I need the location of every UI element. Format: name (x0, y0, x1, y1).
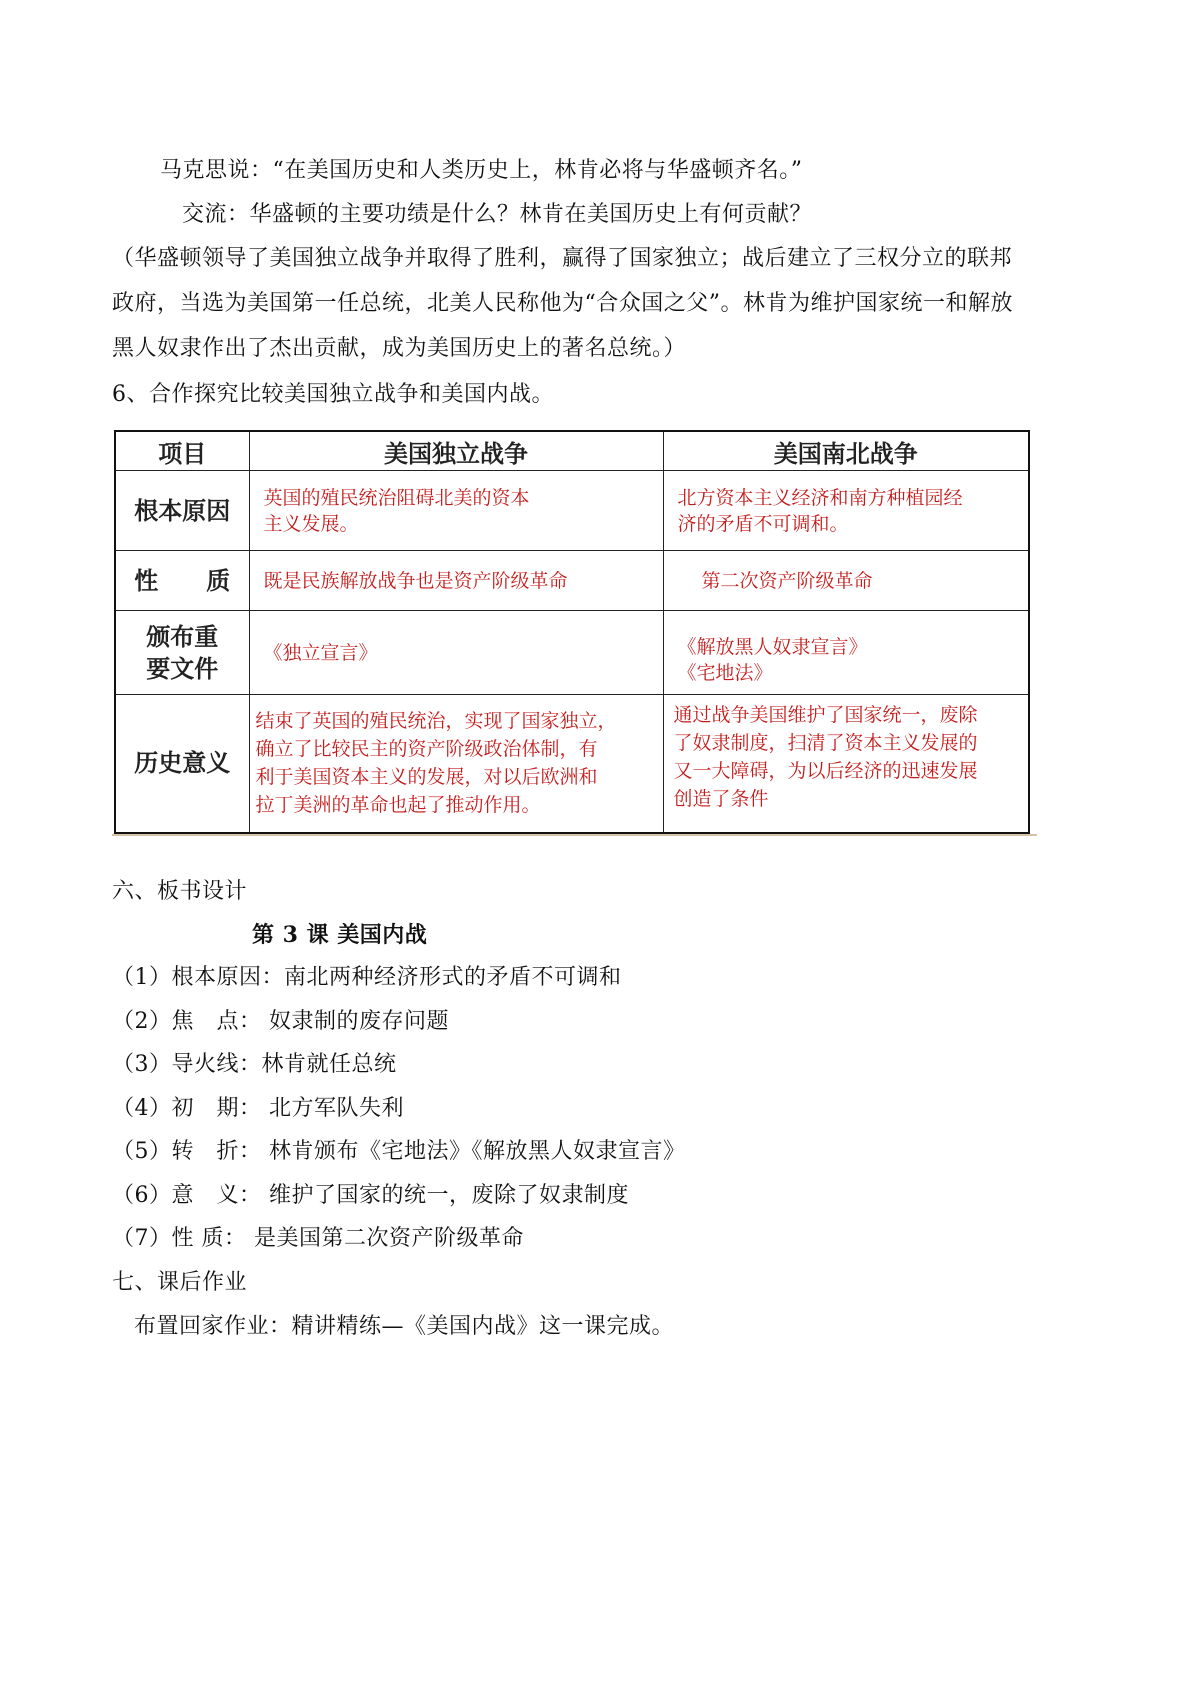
header-civil-war: 美国南北战争 (663, 431, 1029, 471)
header-item: 项目 (115, 431, 249, 471)
table-cell: 结束了英国的殖民统治，实现了国家独立， 确立了比较民主的资产阶级政治体制，有 利于美国资本主义的发展，对以后欧洲和 拉丁美洲的革命也起了推动作用。 (255, 710, 617, 817)
table-cell: 北方资本主义经济和南方种植园经 济的矛盾不可调和。 (677, 486, 963, 535)
lesson-title: 第 3 课 美国内战 (252, 922, 428, 948)
discussion-answer-line: （华盛顿领导了美国独立战争并取得了胜利，赢得了国家独立；战后建立了三权分立的联邦 (112, 246, 1013, 271)
table-cell: 第二次资产阶级革命 (701, 569, 873, 592)
table-cell: 通过战争美国维护了国家统一，废除 了奴隶制度，扫清了资本主义发展的 又一大障碍，为以后经济的迅速发展 创造了条件 (673, 704, 978, 811)
discussion-answer-line: 黑人奴隶作出了杰出贡献，成为美国历史上的著名总统。） (112, 336, 687, 361)
board-item: （5）转 折： 林肯颁布《宅地法》《解放黑人奴隶宣言》 (112, 1139, 686, 1164)
header-independence-war: 美国独立战争 (249, 431, 663, 471)
discussion-answer-line: 政府，当选为美国第一任总统，北美人民称他为“合众国之父”。林肯为维护国家统一和解放 (112, 291, 1013, 316)
row-label-documents: 颁布重 要文件 (115, 611, 249, 695)
table-cell: 《解放黑人奴隶宣言》 《宅地法》 (677, 635, 868, 684)
table-row (115, 695, 1029, 833)
board-item: （7）性 质： 是美国第二次资产阶级革命 (112, 1226, 524, 1251)
board-item: （6）意 义： 维护了国家的统一，废除了奴隶制度 (112, 1183, 629, 1208)
table-row (115, 611, 1029, 695)
table-row (115, 551, 1029, 611)
board-item: （1）根本原因：南北两种经济形式的矛盾不可调和 (112, 965, 622, 990)
discussion-question: 交流：华盛顿的主要功绩是什么？林肯在美国历史上有何贡献？ (182, 202, 813, 227)
table-cell: 既是民族解放战争也是资产阶级革命 (263, 569, 568, 592)
table-bottom-rule (112, 834, 1037, 836)
comparison-table (114, 430, 1030, 834)
table-cell: 英国的殖民统治阻碍北美的资本 主义发展。 (263, 486, 530, 535)
marx-quote: 马克思说：“在美国历史和人类历史上，林肯必将与华盛顿齐名。” (160, 158, 803, 183)
homework-text: 布置回家作业：精讲精练—《美国内战》这一课完成。 (134, 1314, 675, 1339)
row-label-root-cause: 根本原因 (115, 471, 249, 551)
table-row (115, 471, 1029, 551)
board-item: （4）初 期： 北方军队失利 (112, 1096, 404, 1121)
table-header-row (115, 431, 1029, 471)
activity-prompt: 6、合作探究比较美国独立战争和美国内战。 (112, 382, 554, 407)
table-cell: 《独立宣言》 (263, 641, 378, 664)
row-label-significance: 历史意义 (115, 695, 249, 833)
row-label-nature: 性 质 (115, 551, 249, 611)
homework-heading: 七、课后作业 (112, 1270, 248, 1295)
board-item: （2）焦 点： 奴隶制的废存问题 (112, 1009, 449, 1034)
board-item: （3）导火线：林肯就任总统 (112, 1052, 397, 1077)
board-design-heading: 六、板书设计 (112, 879, 248, 904)
